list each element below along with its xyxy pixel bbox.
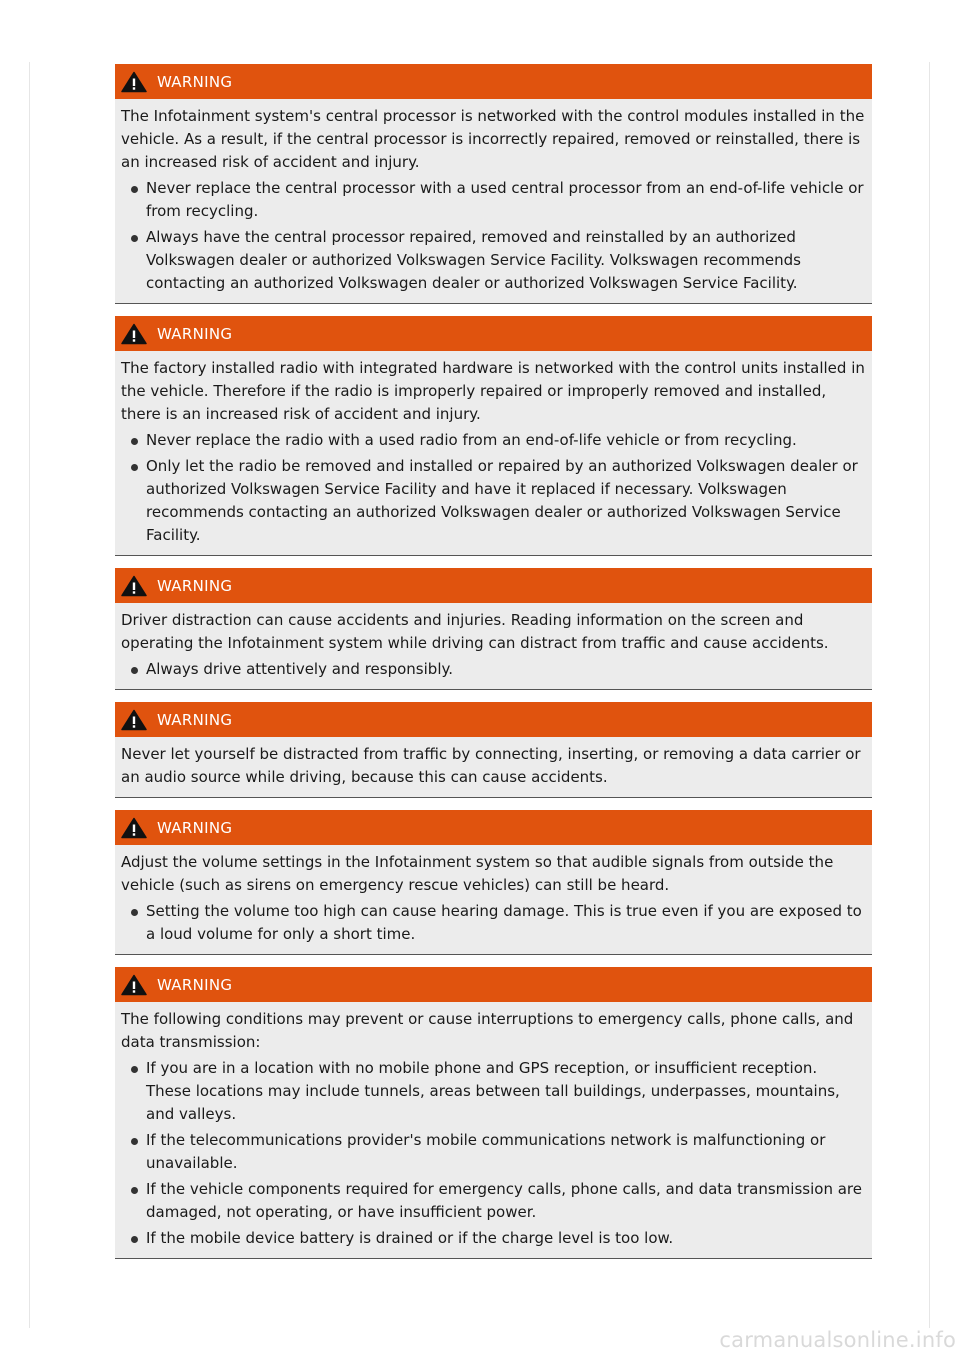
warning-body	[115, 603, 872, 690]
bullet-list	[121, 429, 866, 547]
warning-body	[115, 99, 872, 304]
warning-body	[115, 845, 872, 955]
warning-title: WARNING	[157, 710, 233, 729]
warning-body	[115, 351, 872, 556]
warning-title: WARNING	[157, 975, 233, 994]
bullet-item: Always have the central processor repaired, removed and reinstalled by an authorized Volkswagen dealer or authorized Volkswagen Service Facility. Volkswagen recommends contacting an authorized Volkswagen dealer or authorized Volkswagen Service Facility.	[121, 226, 866, 295]
warning-box	[115, 810, 872, 955]
warning-box	[115, 64, 872, 304]
bullet-item: Setting the volume too high can cause hearing damage. This is true even if you are exposed to a loud volume for only a short time.	[121, 900, 866, 946]
warning-header	[115, 967, 872, 1002]
bullet-item: If the telecommunications provider's mobile communications network is malfunctioning or unavailable.	[121, 1129, 866, 1175]
warning-paragraph: The factory installed radio with integrated hardware is networked with the control units installed in the vehicle. Therefore if the radio is improperly repaired or improperly removed and installed, there is an increased risk of accident and injury.	[121, 359, 865, 423]
warning-header	[115, 64, 872, 99]
warning-body	[115, 737, 872, 798]
bullet-list	[121, 177, 866, 295]
bullet-item: Never replace the central processor with a used central processor from an end-of-life vehicle or from recycling.	[121, 177, 866, 223]
warning-box	[115, 702, 872, 798]
left-margin-line	[29, 62, 30, 1328]
bullet-list	[121, 1057, 866, 1250]
warning-paragraph: Driver distraction can cause accidents and injuries. Reading information on the screen and operating the Infotainment system while driving can distract from traffic and cause accidents.	[121, 611, 829, 652]
bullet-list	[121, 900, 866, 946]
warning-triangle-icon	[121, 817, 147, 839]
warning-paragraph: The Infotainment system's central processor is networked with the control modules installed in the vehicle. As a result, if the central processor is incorrectly repaired, removed or reinstalled, there is an increased risk of accident and injury.	[121, 107, 865, 171]
bullet-item: Never replace the radio with a used radio from an end-of-life vehicle or from recycling.	[121, 429, 866, 452]
watermark: carmanualsonline.info	[719, 1328, 956, 1352]
warning-triangle-icon	[121, 974, 147, 996]
warning-title: WARNING	[157, 72, 233, 91]
bullet-item: If the vehicle components required for emergency calls, phone calls, and data transmission are damaged, not operating, or have insufficient power.	[121, 1178, 866, 1224]
warning-triangle-icon	[121, 323, 147, 345]
right-margin-line	[929, 62, 930, 1328]
bullet-item: If the mobile device battery is drained or if the charge level is too low.	[121, 1227, 866, 1250]
bullet-item: If you are in a location with no mobile phone and GPS reception, or insufficient reception. These locations may include tunnels, areas between tall buildings, underpasses, mountains, and valleys.	[121, 1057, 866, 1126]
warning-title: WARNING	[157, 324, 233, 343]
warning-box	[115, 568, 872, 690]
warning-paragraph: The following conditions may prevent or cause interruptions to emergency calls, phone calls, and data transmission:	[121, 1010, 854, 1051]
warning-header	[115, 810, 872, 845]
warning-triangle-icon	[121, 71, 147, 93]
warning-paragraph: Adjust the volume settings in the Infotainment system so that audible signals from outside the vehicle (such as sirens on emergency rescue vehicles) can still be heard.	[121, 853, 834, 894]
bullet-item: Only let the radio be removed and installed or repaired by an authorized Volkswagen dealer or authorized Volkswagen Service Facility and have it replaced if necessary. Volkswagen recommends contacting an authorized Volkswagen dealer or authorized Volkswagen Service Facility.	[121, 455, 866, 547]
warning-header	[115, 316, 872, 351]
warning-body	[115, 1002, 872, 1259]
warning-header	[115, 568, 872, 603]
warning-triangle-icon	[121, 709, 147, 731]
warnings-column	[115, 64, 872, 1271]
warning-header	[115, 702, 872, 737]
bullet-list	[121, 658, 866, 681]
warning-title: WARNING	[157, 576, 233, 595]
warning-paragraph: Never let yourself be distracted from traffic by connecting, inserting, or removing a data carrier or an audio source while driving, because this can cause accidents.	[121, 745, 861, 786]
bullet-item: Always drive attentively and responsibly.	[121, 658, 866, 681]
warning-box	[115, 967, 872, 1259]
warning-box	[115, 316, 872, 556]
warning-title: WARNING	[157, 818, 233, 837]
warning-triangle-icon	[121, 575, 147, 597]
